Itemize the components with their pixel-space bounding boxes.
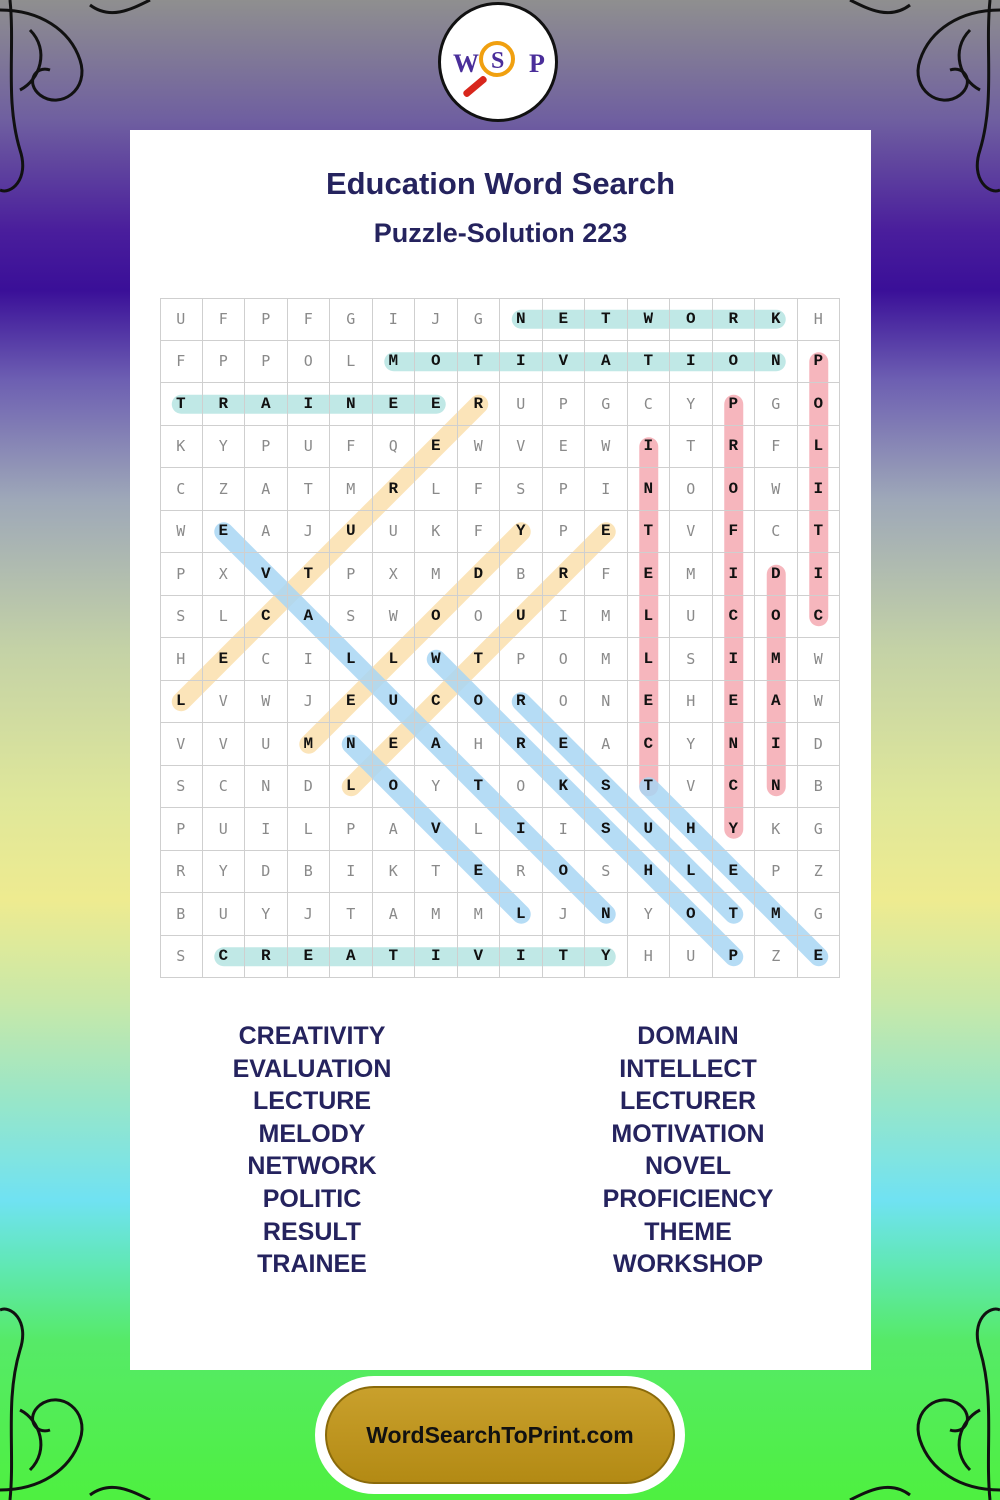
grid-cell[interactable]: L: [160, 681, 203, 724]
grid-cell[interactable]: B: [500, 553, 543, 596]
grid-cell[interactable]: Y: [713, 808, 756, 851]
grid-cell[interactable]: F: [755, 426, 798, 469]
grid-cell[interactable]: F: [458, 468, 501, 511]
grid-cell[interactable]: D: [755, 553, 798, 596]
grid-cell[interactable]: D: [458, 553, 501, 596]
grid-cell[interactable]: U: [628, 808, 671, 851]
grid-cell[interactable]: Y: [203, 426, 246, 469]
grid-cell[interactable]: H: [628, 936, 671, 979]
grid-cell[interactable]: T: [543, 936, 586, 979]
grid-cell[interactable]: T: [415, 851, 458, 894]
grid-cell[interactable]: O: [543, 681, 586, 724]
grid-cell[interactable]: R: [500, 851, 543, 894]
grid-cell[interactable]: Y: [670, 723, 713, 766]
grid-cell[interactable]: F: [160, 341, 203, 384]
grid-cell[interactable]: V: [415, 808, 458, 851]
grid-cell[interactable]: U: [373, 511, 416, 554]
grid-cell[interactable]: E: [713, 851, 756, 894]
grid-cell[interactable]: L: [628, 638, 671, 681]
site-banner-inner[interactable]: [325, 1386, 675, 1484]
grid-cell[interactable]: E: [203, 511, 246, 554]
grid-cell[interactable]: V: [203, 723, 246, 766]
grid-cell[interactable]: L: [288, 808, 331, 851]
grid-cell[interactable]: O: [543, 638, 586, 681]
grid-cell[interactable]: I: [288, 638, 331, 681]
grid-cell[interactable]: O: [458, 596, 501, 639]
word-list-item: NOVEL: [644, 1152, 732, 1181]
grid-cell[interactable]: A: [373, 893, 416, 936]
grid-cell[interactable]: E: [543, 298, 586, 341]
word-list-left: [162, 1020, 462, 1281]
logo-letter-s: S: [491, 48, 505, 74]
grid-cell[interactable]: I: [500, 341, 543, 384]
grid-cell[interactable]: R: [543, 553, 586, 596]
logo-letter-w: W: [453, 49, 479, 78]
grid-cell[interactable]: Y: [203, 851, 246, 894]
grid-cell[interactable]: W: [415, 638, 458, 681]
grid-cell[interactable]: A: [755, 681, 798, 724]
grid-cell[interactable]: S: [500, 468, 543, 511]
grid-cell[interactable]: G: [798, 808, 841, 851]
grid-cell[interactable]: E: [628, 681, 671, 724]
grid-cell[interactable]: T: [585, 298, 628, 341]
grid-cell[interactable]: E: [543, 723, 586, 766]
grid-cell[interactable]: C: [713, 766, 756, 809]
grid-cell[interactable]: P: [713, 383, 756, 426]
grid-cell[interactable]: E: [330, 681, 373, 724]
grid-cell[interactable]: A: [245, 511, 288, 554]
grid-cell[interactable]: K: [543, 766, 586, 809]
grid-cell[interactable]: P: [755, 851, 798, 894]
grid-cell[interactable]: C: [203, 936, 246, 979]
grid-cell[interactable]: V: [245, 553, 288, 596]
grid-cell[interactable]: I: [755, 723, 798, 766]
grid-cell[interactable]: G: [755, 383, 798, 426]
grid-cell[interactable]: M: [585, 596, 628, 639]
site-banner[interactable]: [315, 1376, 685, 1494]
grid-cell[interactable]: I: [415, 936, 458, 979]
grid-cell[interactable]: G: [330, 298, 373, 341]
grid-cell[interactable]: W: [373, 596, 416, 639]
grid-cell[interactable]: O: [798, 383, 841, 426]
grid-cell[interactable]: N: [330, 723, 373, 766]
grid-cell[interactable]: O: [500, 766, 543, 809]
grid-cell[interactable]: F: [330, 426, 373, 469]
grid-cell[interactable]: H: [160, 638, 203, 681]
grid-cell[interactable]: C: [203, 766, 246, 809]
grid-cell[interactable]: M: [755, 638, 798, 681]
grid-cell[interactable]: W: [798, 681, 841, 724]
grid-cell[interactable]: M: [415, 553, 458, 596]
grid-cell[interactable]: B: [288, 851, 331, 894]
grid-cell[interactable]: W: [755, 468, 798, 511]
grid-cell[interactable]: I: [628, 426, 671, 469]
grid-cell[interactable]: C: [245, 638, 288, 681]
grid-cell[interactable]: E: [713, 681, 756, 724]
word-list-item: PROFICIENCY: [602, 1184, 774, 1213]
grid-cell[interactable]: T: [288, 553, 331, 596]
grid-cell[interactable]: S: [585, 851, 628, 894]
grid-cell[interactable]: O: [670, 298, 713, 341]
grid-cell[interactable]: B: [798, 766, 841, 809]
grid-cell[interactable]: P: [245, 298, 288, 341]
grid-cell[interactable]: L: [670, 851, 713, 894]
grid-cell[interactable]: U: [373, 681, 416, 724]
grid-cell[interactable]: P: [203, 341, 246, 384]
grid-cell[interactable]: C: [713, 596, 756, 639]
word-list-item: NETWORK: [247, 1152, 377, 1181]
grid-cell[interactable]: L: [500, 893, 543, 936]
grid-cell[interactable]: T: [330, 893, 373, 936]
grid-cell[interactable]: M: [415, 893, 458, 936]
grid-cell[interactable]: L: [628, 596, 671, 639]
grid-cell[interactable]: W: [458, 426, 501, 469]
grid-cell[interactable]: O: [373, 766, 416, 809]
grid-cell[interactable]: P: [160, 808, 203, 851]
grid-cell[interactable]: N: [585, 681, 628, 724]
grid-cell[interactable]: U: [500, 383, 543, 426]
grid-cell[interactable]: Z: [755, 936, 798, 979]
page-title: Education Word Search: [325, 166, 676, 201]
word-list-item: INTELLECT: [619, 1054, 757, 1083]
grid-cell[interactable]: C: [798, 596, 841, 639]
grid-cell[interactable]: I: [798, 468, 841, 511]
grid-cell[interactable]: K: [160, 426, 203, 469]
grid-cell[interactable]: E: [458, 851, 501, 894]
word-list-item: MELODY: [258, 1119, 366, 1148]
grid-cell[interactable]: R: [373, 468, 416, 511]
grid-cell[interactable]: O: [670, 468, 713, 511]
grid-cell[interactable]: L: [330, 638, 373, 681]
grid-cell[interactable]: T: [458, 638, 501, 681]
grid-cell[interactable]: E: [585, 511, 628, 554]
grid-cell[interactable]: Y: [585, 936, 628, 979]
grid-cell[interactable]: P: [330, 553, 373, 596]
grid-cell[interactable]: O: [755, 596, 798, 639]
grid-cell[interactable]: A: [330, 936, 373, 979]
grid-cell[interactable]: G: [585, 383, 628, 426]
grid-cell[interactable]: P: [245, 426, 288, 469]
grid-cell[interactable]: O: [713, 468, 756, 511]
grid-cell[interactable]: R: [713, 298, 756, 341]
grid-cell[interactable]: G: [798, 893, 841, 936]
grid-cell[interactable]: T: [713, 893, 756, 936]
grid-cell[interactable]: U: [670, 596, 713, 639]
grid-cell[interactable]: S: [160, 596, 203, 639]
grid-cell[interactable]: Y: [415, 766, 458, 809]
grid-cell[interactable]: E: [415, 383, 458, 426]
grid-cell[interactable]: I: [245, 808, 288, 851]
grid-cell[interactable]: I: [713, 638, 756, 681]
word-list-item: LECTURER: [619, 1087, 757, 1116]
grid-cell[interactable]: C: [755, 511, 798, 554]
grid-cell[interactable]: M: [458, 893, 501, 936]
grid-cell[interactable]: V: [458, 936, 501, 979]
word-list-right: [538, 1020, 838, 1281]
grid-cell[interactable]: T: [373, 936, 416, 979]
grid-cell[interactable]: W: [160, 511, 203, 554]
grid-cell[interactable]: Y: [670, 383, 713, 426]
grid-cell[interactable]: H: [670, 681, 713, 724]
grid-cell[interactable]: Q: [373, 426, 416, 469]
grid-cell[interactable]: I: [288, 383, 331, 426]
grid-cell[interactable]: P: [543, 468, 586, 511]
grid-cell[interactable]: Y: [500, 511, 543, 554]
word-list-item: MOTIVATION: [611, 1119, 765, 1148]
grid-cell[interactable]: U: [670, 936, 713, 979]
grid-cell[interactable]: H: [798, 298, 841, 341]
grid-cell[interactable]: S: [160, 766, 203, 809]
grid-cell[interactable]: W: [585, 426, 628, 469]
grid-cell[interactable]: T: [458, 341, 501, 384]
grid-cell[interactable]: T: [628, 511, 671, 554]
grid-cell[interactable]: L: [330, 766, 373, 809]
grid-cell[interactable]: V: [670, 766, 713, 809]
grid-cell[interactable]: N: [245, 766, 288, 809]
grid-cell[interactable]: O: [543, 851, 586, 894]
grid-cell[interactable]: R: [500, 723, 543, 766]
grid-cell[interactable]: T: [628, 341, 671, 384]
grid-cell[interactable]: V: [203, 681, 246, 724]
grid-cell[interactable]: I: [500, 808, 543, 851]
grid-cell[interactable]: L: [458, 808, 501, 851]
grid-cell[interactable]: A: [245, 468, 288, 511]
grid-cell[interactable]: H: [628, 851, 671, 894]
grid-cell[interactable]: I: [798, 553, 841, 596]
grid-cell[interactable]: S: [160, 936, 203, 979]
grid-cell[interactable]: U: [500, 596, 543, 639]
grid-cell[interactable]: W: [628, 298, 671, 341]
grid-cell[interactable]: A: [288, 596, 331, 639]
grid-cell[interactable]: U: [288, 426, 331, 469]
grid-cell[interactable]: U: [330, 511, 373, 554]
grid-cell[interactable]: P: [798, 341, 841, 384]
grid-cell[interactable]: A: [585, 723, 628, 766]
grid-cell[interactable]: E: [288, 936, 331, 979]
grid-cell[interactable]: J: [543, 893, 586, 936]
grid-cell[interactable]: F: [713, 511, 756, 554]
grid-cell[interactable]: O: [288, 341, 331, 384]
grid-cell[interactable]: O: [670, 893, 713, 936]
grid-cell[interactable]: K: [373, 851, 416, 894]
grid-cell[interactable]: M: [330, 468, 373, 511]
grid-cell[interactable]: S: [670, 638, 713, 681]
grid-cell[interactable]: T: [798, 511, 841, 554]
grid-cell[interactable]: N: [500, 298, 543, 341]
grid-cell[interactable]: N: [755, 766, 798, 809]
grid-cell[interactable]: C: [628, 383, 671, 426]
word-list-item: DOMAIN: [637, 1022, 739, 1050]
grid-cell[interactable]: S: [585, 808, 628, 851]
grid-cell[interactable]: F: [585, 553, 628, 596]
grid-cell[interactable]: S: [585, 766, 628, 809]
grid-cell[interactable]: F: [288, 298, 331, 341]
grid-cell[interactable]: P: [500, 638, 543, 681]
grid-cell[interactable]: C: [245, 596, 288, 639]
word-list-item: RESULT: [262, 1217, 362, 1246]
grid-cell[interactable]: M: [755, 893, 798, 936]
grid-cell[interactable]: E: [628, 553, 671, 596]
grid-cell[interactable]: P: [713, 936, 756, 979]
grid-cell[interactable]: V: [670, 511, 713, 554]
grid-cell[interactable]: E: [415, 426, 458, 469]
grid-cell[interactable]: J: [288, 893, 331, 936]
grid-cell[interactable]: K: [755, 298, 798, 341]
grid-cell[interactable]: I: [713, 553, 756, 596]
grid-cell[interactable]: A: [585, 341, 628, 384]
grid-cell[interactable]: C: [628, 723, 671, 766]
grid-cell[interactable]: X: [373, 553, 416, 596]
grid-cell[interactable]: R: [500, 681, 543, 724]
grid-cell[interactable]: N: [713, 723, 756, 766]
grid-cell[interactable]: U: [245, 723, 288, 766]
grid-cell[interactable]: N: [628, 468, 671, 511]
grid-cell[interactable]: K: [415, 511, 458, 554]
word-list-item: POLITIC: [262, 1184, 362, 1213]
page-subtitle: Puzzle-Solution 223: [373, 218, 628, 248]
grid-cell[interactable]: E: [798, 936, 841, 979]
grid-cell[interactable]: P: [543, 511, 586, 554]
grid-cell[interactable]: L: [330, 341, 373, 384]
grid-cell[interactable]: T: [458, 766, 501, 809]
grid-cell[interactable]: T: [288, 468, 331, 511]
grid-cell[interactable]: I: [500, 936, 543, 979]
grid-cell[interactable]: A: [415, 723, 458, 766]
grid-cell[interactable]: F: [203, 298, 246, 341]
grid-cell[interactable]: E: [373, 723, 416, 766]
grid-cell[interactable]: Y: [245, 893, 288, 936]
grid-cell[interactable]: J: [288, 681, 331, 724]
grid-cell[interactable]: L: [798, 426, 841, 469]
letter-cells: [160, 298, 840, 978]
grid-cell[interactable]: W: [245, 681, 288, 724]
grid-cell[interactable]: V: [160, 723, 203, 766]
grid-cell[interactable]: S: [330, 596, 373, 639]
grid-cell[interactable]: I: [670, 341, 713, 384]
word-search-grid: [160, 298, 840, 978]
grid-cell[interactable]: I: [585, 468, 628, 511]
grid-cell[interactable]: F: [458, 511, 501, 554]
grid-cell[interactable]: V: [500, 426, 543, 469]
grid-cell[interactable]: I: [373, 298, 416, 341]
grid-cell[interactable]: M: [670, 553, 713, 596]
grid-cell[interactable]: P: [245, 341, 288, 384]
grid-cell[interactable]: D: [798, 723, 841, 766]
grid-cell[interactable]: N: [330, 383, 373, 426]
grid-cell[interactable]: J: [288, 511, 331, 554]
grid-cell[interactable]: L: [203, 596, 246, 639]
grid-cell[interactable]: U: [203, 893, 246, 936]
grid-cell[interactable]: W: [798, 638, 841, 681]
grid-cell[interactable]: A: [245, 383, 288, 426]
grid-cell[interactable]: I: [543, 596, 586, 639]
logo-letter-p: P: [529, 49, 545, 78]
grid-cell[interactable]: O: [713, 341, 756, 384]
grid-cell[interactable]: Y: [628, 893, 671, 936]
grid-cell[interactable]: N: [585, 893, 628, 936]
grid-cell[interactable]: K: [755, 808, 798, 851]
grid-cell[interactable]: T: [670, 426, 713, 469]
grid-cell[interactable]: U: [203, 808, 246, 851]
grid-cell[interactable]: C: [160, 468, 203, 511]
grid-cell[interactable]: R: [713, 426, 756, 469]
grid-cell[interactable]: V: [543, 341, 586, 384]
grid-cell[interactable]: A: [373, 808, 416, 851]
grid-cell[interactable]: Z: [798, 851, 841, 894]
grid-cell[interactable]: C: [415, 681, 458, 724]
word-list-item: WORKSHOP: [613, 1250, 763, 1279]
grid-cell[interactable]: O: [415, 596, 458, 639]
site-logo[interactable]: [438, 2, 558, 122]
word-list-item: THEME: [644, 1217, 732, 1246]
grid-cell[interactable]: R: [160, 851, 203, 894]
grid-cell[interactable]: O: [458, 681, 501, 724]
grid-cell[interactable]: Z: [203, 468, 246, 511]
grid-cell[interactable]: M: [585, 638, 628, 681]
grid-cell[interactable]: R: [458, 383, 501, 426]
grid-cell[interactable]: P: [543, 383, 586, 426]
word-list-item: EVALUATION: [232, 1054, 392, 1083]
grid-cell[interactable]: T: [628, 766, 671, 809]
site-link[interactable]: WordSearchToPrint.com: [366, 1421, 634, 1448]
grid-cell[interactable]: E: [543, 426, 586, 469]
word-list-item: LECTURE: [252, 1087, 372, 1116]
grid-cell[interactable]: J: [415, 298, 458, 341]
grid-cell[interactable]: L: [415, 468, 458, 511]
grid-cell[interactable]: R: [203, 383, 246, 426]
grid-cell[interactable]: M: [288, 723, 331, 766]
grid-cell[interactable]: O: [415, 341, 458, 384]
grid-cell[interactable]: R: [245, 936, 288, 979]
grid-cell[interactable]: G: [458, 298, 501, 341]
grid-cell[interactable]: M: [373, 341, 416, 384]
grid-cell[interactable]: X: [203, 553, 246, 596]
grid-cell[interactable]: D: [288, 766, 331, 809]
grid-cell[interactable]: P: [330, 808, 373, 851]
grid-cell[interactable]: L: [373, 638, 416, 681]
grid-cell[interactable]: U: [160, 298, 203, 341]
grid-cell[interactable]: N: [755, 341, 798, 384]
word-list-item: CREATIVITY: [238, 1022, 386, 1050]
grid-cell[interactable]: E: [373, 383, 416, 426]
grid-cell[interactable]: H: [458, 723, 501, 766]
grid-cell[interactable]: E: [203, 638, 246, 681]
grid-cell[interactable]: D: [245, 851, 288, 894]
grid-cell[interactable]: B: [160, 893, 203, 936]
grid-cell[interactable]: I: [330, 851, 373, 894]
grid-cell[interactable]: T: [160, 383, 203, 426]
grid-cell[interactable]: P: [160, 553, 203, 596]
grid-cell[interactable]: H: [670, 808, 713, 851]
grid-cell[interactable]: I: [543, 808, 586, 851]
word-list-item: TRAINEE: [257, 1250, 367, 1279]
